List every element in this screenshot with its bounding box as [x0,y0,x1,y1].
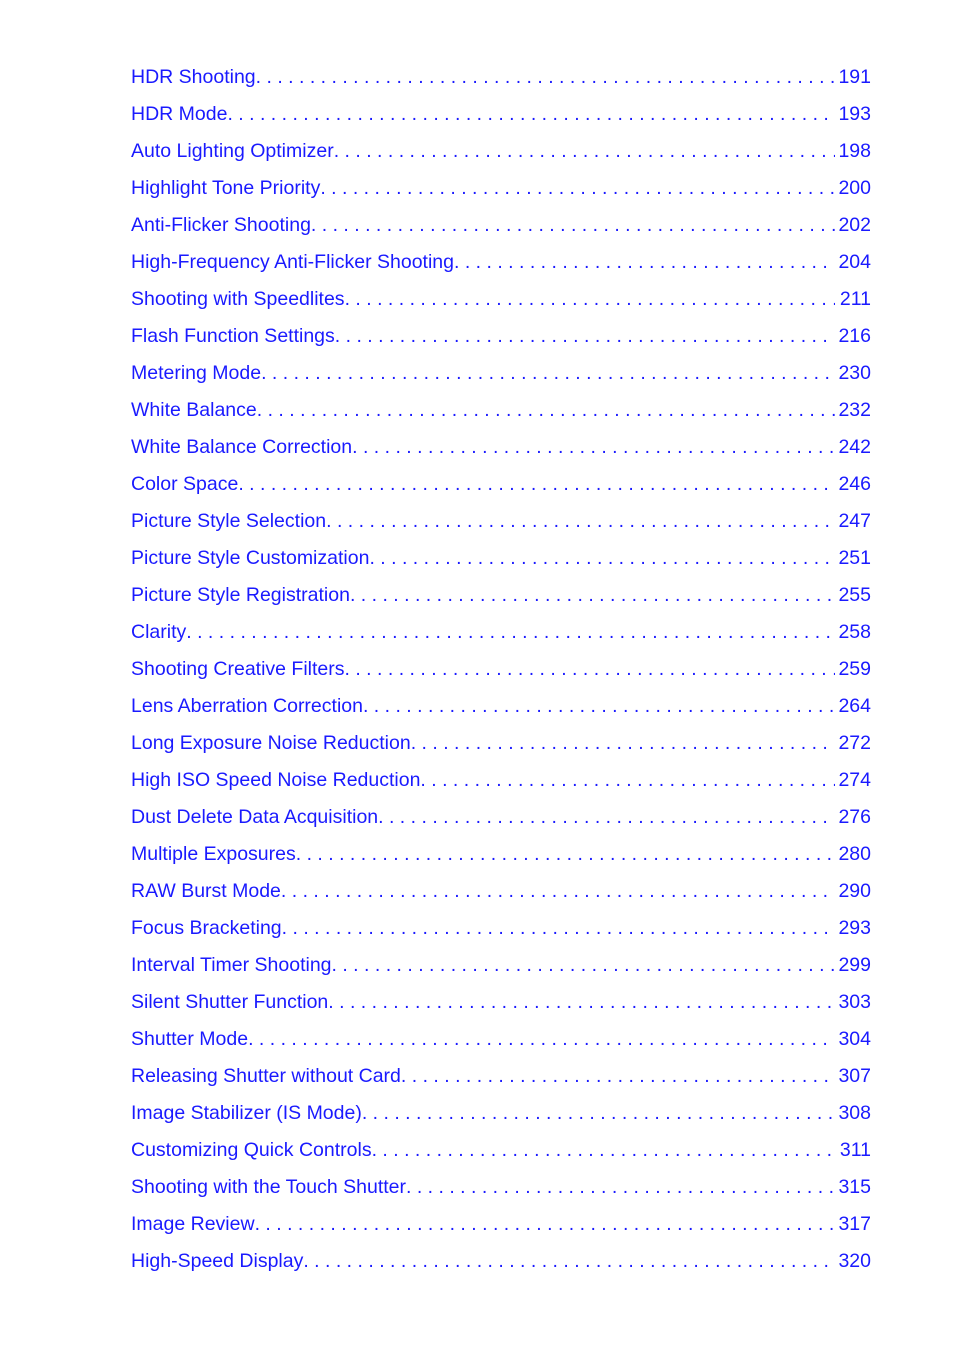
toc-entry-title[interactable]: Image Review [131,1213,255,1235]
toc-page-number[interactable]: 320 [838,1250,871,1272]
toc-entry-title[interactable]: Lens Aberration Correction [131,695,363,717]
toc-entry-title[interactable]: High-Speed Display [131,1250,304,1272]
toc-page-number[interactable]: 307 [838,1065,871,1087]
toc-entry-title[interactable]: Interval Timer Shooting [131,954,332,976]
toc-page-number[interactable]: 272 [838,732,871,754]
toc-entry-link[interactable] [131,873,871,910]
toc-entry-title[interactable]: Auto Lighting Optimizer [131,140,334,162]
toc-entry-link[interactable] [131,133,871,170]
toc-entry-title[interactable]: Dust Delete Data Acquisition [131,806,379,828]
toc-dot-leader [401,1058,835,1095]
toc-dot-leader [362,1095,835,1132]
toc-page-number[interactable]: 202 [838,214,871,236]
toc-entry-title[interactable]: Shooting with the Touch Shutter [131,1176,406,1198]
toc-dot-leader [350,577,835,614]
toc-dot-leader [282,910,835,947]
toc-entry-link[interactable] [131,984,871,1021]
toc-entry-link[interactable] [131,688,871,725]
toc-entry-link[interactable] [131,1169,871,1206]
toc-page-number[interactable]: 193 [838,103,871,125]
toc-page-number[interactable]: 317 [838,1213,871,1235]
toc-page-number[interactable]: 311 [839,1139,871,1161]
toc-dot-leader [406,1169,835,1206]
toc-entry-title[interactable]: Picture Style Customization [131,547,370,569]
toc-entry-title[interactable]: White Balance [131,399,257,421]
toc-dot-leader [420,762,835,799]
toc-entry-title[interactable]: Flash Function Settings [131,325,335,347]
toc-page-number[interactable]: 274 [838,769,871,791]
toc-entry-link[interactable] [131,836,871,873]
toc-entry-link[interactable] [131,429,871,466]
toc-entry-title[interactable]: Shooting Creative Filters [131,658,345,680]
toc-entry-link[interactable] [131,392,871,429]
toc-page-number[interactable]: 280 [838,843,871,865]
toc-entry-title[interactable]: High-Frequency Anti-Flicker Shooting [131,251,454,273]
toc-entry-link[interactable] [131,1058,871,1095]
toc-entry-title[interactable]: Image Stabilizer (IS Mode) [131,1102,362,1124]
toc-entry-title[interactable]: Silent Shutter Function [131,991,329,1013]
toc-entry-link[interactable] [131,355,871,392]
toc-page-number[interactable]: 293 [838,917,871,939]
table-of-contents [131,59,871,1280]
toc-dot-leader [328,984,835,1021]
toc-entry-link[interactable] [131,577,871,614]
toc-page-number[interactable]: 200 [838,177,871,199]
toc-entry-title[interactable]: White Balance Correction [131,436,353,458]
toc-entry-link[interactable] [131,1132,871,1169]
toc-entry-title[interactable]: Clarity [131,621,187,643]
toc-entry-link[interactable] [131,1095,871,1132]
toc-entry-title[interactable]: Anti-Flicker Shooting [131,214,311,236]
toc-dot-leader [227,96,835,133]
toc-page-number[interactable]: 290 [838,880,871,902]
toc-entry-title[interactable]: Releasing Shutter without Card [131,1065,401,1087]
toc-dot-leader [363,688,835,725]
toc-entry-link[interactable] [131,799,871,836]
toc-dot-leader [378,799,835,836]
toc-entry-link[interactable] [131,725,871,762]
toc-dot-leader [320,170,835,207]
toc-dot-leader [335,318,835,355]
toc-entry-link[interactable] [131,207,871,244]
toc-entry-link[interactable] [131,540,871,577]
toc-dot-leader [326,503,835,540]
toc-page-number[interactable]: 303 [838,991,871,1013]
toc-entry-link[interactable] [131,318,871,355]
toc-page-number[interactable]: 255 [838,584,871,606]
toc-entry-title[interactable]: Picture Style Selection [131,510,327,532]
toc-entry-link[interactable] [131,96,871,133]
toc-page-number[interactable]: 259 [838,658,871,680]
toc-page-number[interactable]: 232 [838,399,871,421]
toc-entry-title[interactable]: Focus Bracketing [131,917,282,939]
toc-dot-leader [332,947,835,984]
toc-entry-title[interactable]: Highlight Tone Priority [131,177,321,199]
toc-page-number[interactable]: 258 [838,621,871,643]
toc-page-number[interactable]: 211 [839,288,871,310]
toc-entry-link[interactable] [131,503,871,540]
toc-entry-title[interactable]: Shutter Mode [131,1028,249,1050]
toc-page-number[interactable]: 315 [838,1176,871,1198]
toc-dot-leader [372,1132,835,1169]
toc-page-number[interactable]: 299 [838,954,871,976]
toc-entry-title[interactable]: Metering Mode [131,362,262,384]
toc-entry-title[interactable]: Customizing Quick Controls [131,1139,372,1161]
toc-dot-leader [281,873,835,910]
toc-entry-title[interactable]: Shooting with Speedlites [131,288,345,310]
toc-dot-leader [311,207,835,244]
toc-dot-leader [369,540,835,577]
toc-dot-leader [257,392,835,429]
toc-dot-leader [334,133,835,170]
toc-entry-link[interactable] [131,947,871,984]
toc-page-number[interactable]: 247 [838,510,871,532]
toc-entry-title[interactable]: Picture Style Registration [131,584,350,606]
toc-page-number[interactable]: 276 [838,806,871,828]
toc-dot-leader [303,1243,835,1280]
toc-dot-leader [345,281,835,318]
toc-page-number[interactable]: 308 [838,1102,871,1124]
toc-entry-title[interactable]: Multiple Exposures [131,843,296,865]
toc-entry-link[interactable] [131,281,871,318]
toc-entry-title[interactable]: RAW Burst Mode [131,880,281,902]
toc-entry-title[interactable]: Color Space [131,473,239,495]
toc-page-number[interactable]: 191 [838,66,871,88]
toc-page-number[interactable]: 216 [838,325,871,347]
toc-dot-leader [238,466,835,503]
toc-entry-link[interactable] [131,1206,871,1243]
toc-dot-leader [352,429,835,466]
toc-entry-link[interactable] [131,59,871,96]
toc-page-number[interactable]: 198 [838,140,871,162]
toc-entry-link[interactable] [131,614,871,651]
toc-dot-leader [256,59,835,96]
toc-page-number[interactable]: 304 [838,1028,871,1050]
toc-dot-leader [411,725,835,762]
toc-dot-leader [345,651,835,688]
toc-page-number[interactable]: 204 [838,251,871,273]
toc-entry-title[interactable]: Long Exposure Noise Reduction [131,732,411,754]
toc-page-number[interactable]: 242 [838,436,871,458]
toc-dot-leader [454,244,835,281]
toc-entry-title[interactable]: HDR Mode [131,103,228,125]
toc-dot-leader [296,836,835,873]
toc-page-number[interactable]: 246 [838,473,871,495]
toc-entry-link[interactable] [131,910,871,947]
toc-page-number[interactable]: 251 [838,547,871,569]
toc-entry-link[interactable] [131,1021,871,1058]
toc-entry-link[interactable] [131,762,871,799]
toc-entry-title[interactable]: High ISO Speed Noise Reduction [131,769,421,791]
toc-entry-link[interactable] [131,466,871,503]
toc-entry-link[interactable] [131,651,871,688]
toc-dot-leader [248,1021,835,1058]
toc-page-number[interactable]: 230 [838,362,871,384]
toc-entry-link[interactable] [131,1243,871,1280]
toc-dot-leader [255,1206,835,1243]
toc-entry-link[interactable] [131,244,871,281]
toc-entry-link[interactable] [131,170,871,207]
toc-dot-leader [186,614,835,651]
toc-dot-leader [261,355,835,392]
toc-page-number[interactable]: 264 [838,695,871,717]
toc-entry-title[interactable]: HDR Shooting [131,66,256,88]
